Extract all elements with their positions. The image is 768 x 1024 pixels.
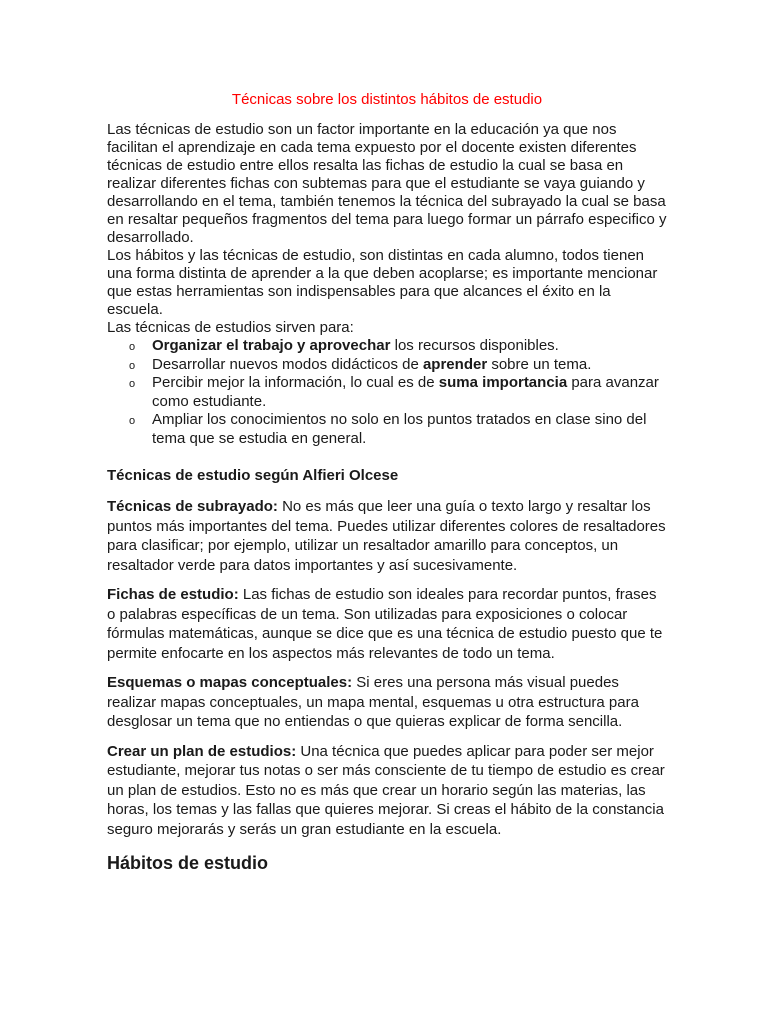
technique-text: Las fichas de estudio son ideales para recordar puntos, frases o palabras específicas de un tema. Son utilizadas para exposiciones o colocar fórmulas matemáticas, aunque se dice que es una técnica de estudio puesto que te permite enfocarte en los aspectos más relevantes de todo un tema.	[107, 586, 663, 662]
technique-term: Esquemas o mapas conceptuales:	[107, 674, 353, 691]
technique-term: Técnicas de subrayado:	[107, 498, 278, 515]
list-item-bold: aprender	[422, 355, 488, 373]
technique-paragraph-esquemas	[107, 673, 667, 732]
document-title: Técnicas sobre los distintos hábitos de estudio	[231, 91, 543, 108]
list-item-bold: Organizar el trabajo y aprovechar	[152, 337, 391, 354]
list-item-pre: Desarrollar nuevos modos didácticos de	[152, 355, 423, 373]
list-item	[107, 411, 667, 448]
technique-term: Fichas de estudio:	[107, 586, 239, 603]
list-item-pre: Ampliar los conocimientos no solo en los puntos tratados en clase sino del tema que se estudia en general.	[152, 411, 647, 447]
list-item	[107, 374, 667, 411]
list-item	[107, 337, 667, 356]
circle-bullet-icon: o	[129, 341, 136, 353]
intro-paragraph-1: Las técnicas de estudio son un factor importante en la educación ya que nos facilitan el aprendizaje en cada tema expuesto por el docente existen diferentes técnicas de estudio entre ellos resalta las fichas de estudio la cual se basa en realizar diferentes fichas con subtemas para que el estudiante se vaya guiando y desarrollando en el tema, también tenemos la técnica del subrayado la cual se basa en resaltar pequeños fragmentos del tema para luego formar un párrafo especifico y desarrollado.	[107, 121, 667, 246]
benefits-list	[107, 337, 667, 448]
document-page	[107, 91, 667, 874]
intro-paragraph-2: Los hábitos y las técnicas de estudio, son distintas en cada alumno, todos tienen una forma distinta de aprender a la que deben acoplarse; es importante mencionar que estas herramientas son indispensables para que alcances el éxito en la escuela.	[107, 247, 658, 318]
technique-paragraph-plan	[107, 742, 667, 840]
circle-bullet-icon: o	[129, 378, 136, 390]
technique-text: No es más que leer una guía o texto largo y resaltar los puntos más importantes del tema. Puedes utilizar diferentes colores de resaltadores para clasificar; por ejemplo, utilizar un resaltador amarillo para conceptos, un resaltador verde para datos importantes y así sucesivamente.	[107, 498, 666, 574]
list-item-pre: Percibir mejor la información, lo cual es de	[152, 374, 439, 391]
technique-text: Si eres una persona más visual puedes realizar mapas conceptuales, un mapa mental, esquemas u otra estructura para desglosar un tema que no entiendas o que quieras explicar de forma sencilla.	[107, 674, 639, 730]
technique-term: Crear un plan de estudios:	[107, 742, 297, 760]
technique-text: Una técnica que puedes aplicar para poder ser mejor estudiante, mejorar tus notas o ser más consciente de tu tiempo de estudio es crear un plan de estudios. Esto no es más que crear un horario según las materias, las horas, los temas y las fallas que quieres mejorar. Si creas el hábito de la constancia seguro mejorarás y serás un gran estudiante en la escuela.	[107, 742, 665, 838]
list-item-post: sobre un tema.	[487, 355, 592, 373]
list-item	[107, 356, 667, 375]
circle-bullet-icon: o	[129, 359, 136, 372]
circle-bullet-icon: o	[129, 415, 136, 427]
list-item-post: para avanzar como estudiante.	[152, 374, 659, 410]
list-item-bold: suma importancia	[438, 374, 568, 391]
section-heading: Técnicas de estudio según Alfieri Olcese	[107, 467, 399, 484]
technique-paragraph-fichas	[107, 585, 667, 663]
list-item-post: los recursos disponibles.	[390, 337, 559, 354]
intro-paragraph-3: Las técnicas de estudios sirven para:	[107, 319, 354, 336]
subheading-habitos: Hábitos de estudio	[107, 853, 269, 873]
technique-paragraph-subrayado	[107, 497, 667, 575]
